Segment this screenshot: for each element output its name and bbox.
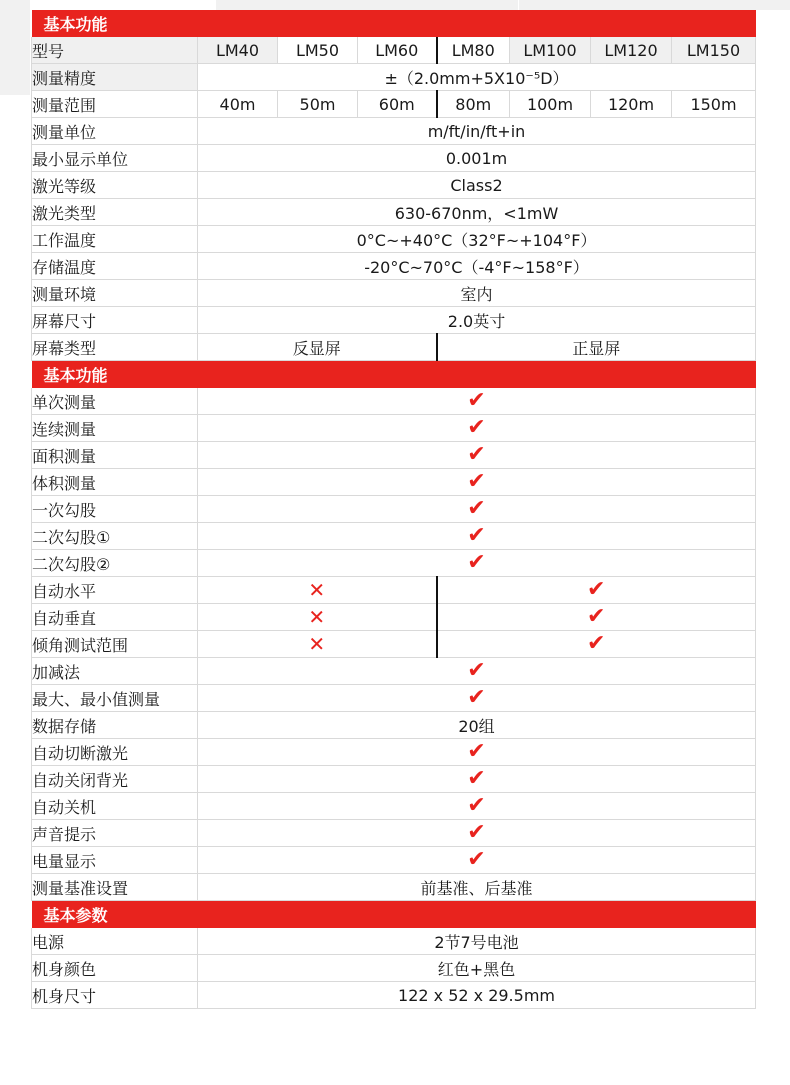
row-value: 0°C~+40°C（32°F~+104°F） bbox=[198, 226, 756, 253]
row-value: 2节7号电池 bbox=[198, 928, 756, 955]
model-cell: LM80 bbox=[437, 37, 510, 64]
check-icon: ✔ bbox=[467, 469, 486, 494]
row-value: 红色+黑色 bbox=[198, 955, 756, 982]
row-label: 测量精度 bbox=[32, 64, 198, 91]
model-cell: LM40 bbox=[198, 37, 278, 64]
accuracy-value: ±（2.0mm+5X10⁻⁵D） bbox=[198, 64, 756, 91]
row-label: 自动关闭背光 bbox=[32, 766, 198, 793]
screen-type-left: 反显屏 bbox=[198, 334, 437, 361]
check-icon: ✔ bbox=[467, 388, 486, 413]
row-label: 电量显示 bbox=[32, 847, 198, 874]
check-icon: ✔ bbox=[467, 739, 486, 764]
row-unit bbox=[32, 118, 756, 145]
row-battery bbox=[32, 847, 756, 874]
range-cell: 100m bbox=[510, 91, 591, 118]
check-icon: ✔ bbox=[467, 685, 486, 710]
row-label: 激光类型 bbox=[32, 199, 198, 226]
row-work-temp bbox=[32, 226, 756, 253]
row-pyth2b bbox=[32, 550, 756, 577]
row-label: 工作温度 bbox=[32, 226, 198, 253]
row-body-color bbox=[32, 955, 756, 982]
row-environment bbox=[32, 280, 756, 307]
row-continuous bbox=[32, 415, 756, 442]
row-label: 二次勾股② bbox=[32, 550, 198, 577]
row-value: -20°C~70°C（-4°F~158°F） bbox=[198, 253, 756, 280]
row-laser-class bbox=[32, 172, 756, 199]
model-cell: LM60 bbox=[358, 37, 437, 64]
row-value: 122 x 52 x 29.5mm bbox=[198, 982, 756, 1009]
row-label: 自动关机 bbox=[32, 793, 198, 820]
background-block-right bbox=[519, 0, 790, 10]
row-value: 室内 bbox=[198, 280, 756, 307]
cross-icon: ✕ bbox=[308, 605, 326, 630]
row-value: m/ft/in/ft+in bbox=[198, 118, 756, 145]
row-body-size bbox=[32, 982, 756, 1009]
cross-icon: ✕ bbox=[308, 632, 326, 657]
model-cell: LM100 bbox=[510, 37, 591, 64]
check-icon: ✔ bbox=[467, 550, 486, 575]
row-label: 加减法 bbox=[32, 658, 198, 685]
check-icon: ✔ bbox=[467, 847, 486, 872]
row-label: 机身颜色 bbox=[32, 955, 198, 982]
row-label: 存储温度 bbox=[32, 253, 198, 280]
row-value: 2.0英寸 bbox=[198, 307, 756, 334]
check-icon: ✔ bbox=[587, 631, 606, 656]
row-label: 型号 bbox=[32, 37, 198, 64]
check-icon: ✔ bbox=[467, 658, 486, 683]
row-single bbox=[32, 388, 756, 415]
row-label: 测量范围 bbox=[32, 91, 198, 118]
row-label: 最大、最小值测量 bbox=[32, 685, 198, 712]
row-add-sub bbox=[32, 658, 756, 685]
row-area bbox=[32, 442, 756, 469]
row-label: 二次勾股① bbox=[32, 523, 198, 550]
row-max-min bbox=[32, 685, 756, 712]
row-data-storage bbox=[32, 712, 756, 739]
check-icon: ✔ bbox=[467, 766, 486, 791]
row-value: 0.001m bbox=[198, 145, 756, 172]
range-cell: 50m bbox=[278, 91, 358, 118]
range-cell: 120m bbox=[591, 91, 672, 118]
row-power bbox=[32, 928, 756, 955]
row-tilt-range bbox=[32, 631, 756, 658]
row-label: 面积测量 bbox=[32, 442, 198, 469]
row-label: 倾角测试范围 bbox=[32, 631, 198, 658]
row-label: 自动水平 bbox=[32, 577, 198, 604]
section-header-params bbox=[32, 10, 756, 37]
row-label: 一次勾股 bbox=[32, 496, 198, 523]
row-label: 电源 bbox=[32, 928, 198, 955]
row-accuracy bbox=[32, 64, 756, 91]
cross-icon: ✕ bbox=[308, 578, 326, 603]
row-label: 自动垂直 bbox=[32, 604, 198, 631]
row-label: 屏幕类型 bbox=[32, 334, 198, 361]
row-range bbox=[32, 91, 756, 118]
row-label: 声音提示 bbox=[32, 820, 198, 847]
background-block-left bbox=[0, 0, 30, 95]
check-icon: ✔ bbox=[467, 496, 486, 521]
check-icon: ✔ bbox=[467, 415, 486, 440]
screen-type-right: 正显屏 bbox=[437, 334, 756, 361]
row-label: 测量基准设置 bbox=[32, 874, 198, 901]
range-cell: 40m bbox=[198, 91, 278, 118]
row-label: 数据存储 bbox=[32, 712, 198, 739]
row-auto-vertical bbox=[32, 604, 756, 631]
section-title: 基本功能 bbox=[32, 361, 756, 389]
row-label: 屏幕尺寸 bbox=[32, 307, 198, 334]
range-cell: 60m bbox=[358, 91, 437, 118]
row-volume bbox=[32, 469, 756, 496]
row-reference bbox=[32, 874, 756, 901]
row-label: 测量单位 bbox=[32, 118, 198, 145]
row-value: 20组 bbox=[198, 712, 756, 739]
section-header-features bbox=[32, 361, 756, 389]
row-value: Class2 bbox=[198, 172, 756, 199]
row-auto-power-off bbox=[32, 793, 756, 820]
model-cell: LM150 bbox=[672, 37, 756, 64]
row-model bbox=[32, 37, 756, 64]
row-auto-laser-off bbox=[32, 739, 756, 766]
row-value: 630-670nm，<1mW bbox=[198, 199, 756, 226]
spec-table bbox=[31, 10, 756, 1009]
section-title: 基本功能 bbox=[32, 10, 756, 37]
row-label: 自动切断激光 bbox=[32, 739, 198, 766]
range-cell: 80m bbox=[437, 91, 510, 118]
row-storage-temp bbox=[32, 253, 756, 280]
row-screen-size bbox=[32, 307, 756, 334]
row-label: 最小显示单位 bbox=[32, 145, 198, 172]
section-title: 基本参数 bbox=[32, 901, 756, 929]
check-icon: ✔ bbox=[467, 442, 486, 467]
row-label: 激光等级 bbox=[32, 172, 198, 199]
row-label: 单次测量 bbox=[32, 388, 198, 415]
row-label: 测量环境 bbox=[32, 280, 198, 307]
row-label: 体积测量 bbox=[32, 469, 198, 496]
check-icon: ✔ bbox=[587, 577, 606, 602]
row-screen-type bbox=[32, 334, 756, 361]
row-sound bbox=[32, 820, 756, 847]
row-auto-level bbox=[32, 577, 756, 604]
check-icon: ✔ bbox=[467, 793, 486, 818]
row-laser-type bbox=[32, 199, 756, 226]
section-header-basic bbox=[32, 901, 756, 929]
model-cell: LM120 bbox=[591, 37, 672, 64]
row-pyth2a bbox=[32, 523, 756, 550]
row-label: 机身尺寸 bbox=[32, 982, 198, 1009]
check-icon: ✔ bbox=[467, 523, 486, 548]
background-block-top bbox=[216, 0, 518, 10]
range-cell: 150m bbox=[672, 91, 756, 118]
row-auto-backlight-off bbox=[32, 766, 756, 793]
row-value: 前基准、后基准 bbox=[198, 874, 756, 901]
row-pyth1 bbox=[32, 496, 756, 523]
row-label: 连续测量 bbox=[32, 415, 198, 442]
model-cell: LM50 bbox=[278, 37, 358, 64]
check-icon: ✔ bbox=[467, 820, 486, 845]
check-icon: ✔ bbox=[587, 604, 606, 629]
row-min-unit bbox=[32, 145, 756, 172]
